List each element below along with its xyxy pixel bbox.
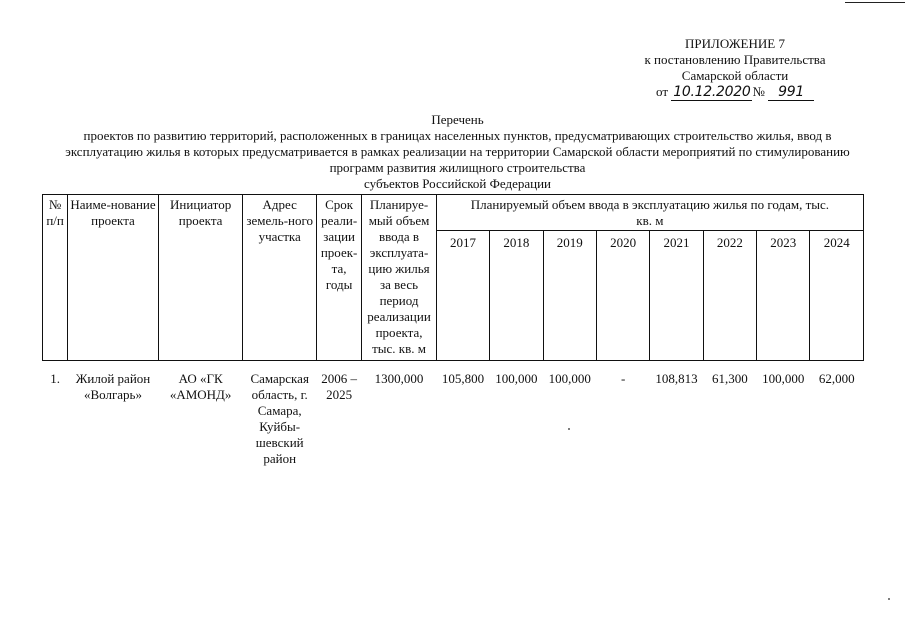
document-title	[40, 112, 875, 192]
header-planned-by-years: Планируемый объем ввода в эксплуатацию жилья по годам, тыс. кв. м	[436, 195, 863, 231]
projects-table	[42, 194, 864, 469]
title-head: Перечень	[431, 112, 484, 127]
row-planned-total: 1300,000	[374, 371, 424, 386]
row-value-2020: -	[620, 371, 626, 386]
appendix-block	[560, 36, 905, 100]
row-value-2022: 61,300	[711, 371, 748, 386]
from-label: от	[656, 84, 669, 99]
header-address: Адрес земель-ного участка	[243, 195, 317, 361]
scan-speck	[568, 428, 570, 430]
appendix-line-resolution: к постановлению Правительства	[644, 52, 826, 67]
year-header-2017: 2017	[436, 231, 489, 361]
scan-speck	[888, 598, 890, 600]
table-row	[43, 361, 864, 470]
title-line-4: субъектов Российской Федерации	[364, 176, 551, 191]
row-value-2023: 100,000	[762, 371, 805, 386]
row-value-2019: 100,000	[548, 371, 591, 386]
handwritten-number: 991	[768, 84, 814, 101]
header-name: Наиме-нование проекта	[68, 195, 159, 361]
header-initiator: Инициатор проекта	[158, 195, 243, 361]
appendix-title: ПРИЛОЖЕНИЕ 7	[685, 36, 785, 51]
year-header-2020: 2020	[596, 231, 649, 361]
header-num: № п/п	[43, 195, 68, 361]
appendix-line-region: Самарской области	[681, 68, 789, 83]
row-value-2021: 108,813	[655, 371, 698, 386]
row-address: Самарская область, г. Самара, Куйбы-шевский район	[250, 371, 309, 466]
header-planned-total: Планируе-мый объем ввода в эксплуата-цию жилья за весь период реализации проекта, тыс. кв. м	[362, 195, 437, 361]
year-header-2019: 2019	[543, 231, 596, 361]
year-header-2024: 2024	[810, 231, 864, 361]
title-line-2: эксплуатацию жилья в которых предусматривается в рамках реализации на территории Самарской области мероприятий по стимулированию	[65, 144, 850, 159]
row-value-2018: 100,000	[495, 371, 538, 386]
year-header-2022: 2022	[703, 231, 756, 361]
number-label: №	[752, 84, 765, 99]
row-name: Жилой район «Волгарь»	[75, 371, 151, 402]
row-value-2024: 62,000	[818, 371, 855, 386]
row-num: 1.	[50, 371, 60, 386]
row-term: 2006 – 2025	[321, 371, 357, 402]
header-term: Срок реали-зации проек-та, годы	[316, 195, 361, 361]
year-header-2018: 2018	[490, 231, 543, 361]
row-value-2017: 105,800	[441, 371, 485, 386]
year-header-2021: 2021	[650, 231, 703, 361]
title-line-1: проектов по развитию территорий, расположенных в границах населенных пунктов, предусматривающих строительство жилья, ввод в	[83, 128, 832, 143]
scan-edge-line	[845, 2, 905, 3]
title-line-3: программ развития жилищного строительства	[329, 160, 586, 175]
appendix-date-line	[560, 84, 905, 100]
row-initiator: АО «ГК «АМОНД»	[169, 371, 232, 402]
year-header-2023: 2023	[757, 231, 810, 361]
handwritten-date: 10.12.2020	[673, 84, 751, 100]
